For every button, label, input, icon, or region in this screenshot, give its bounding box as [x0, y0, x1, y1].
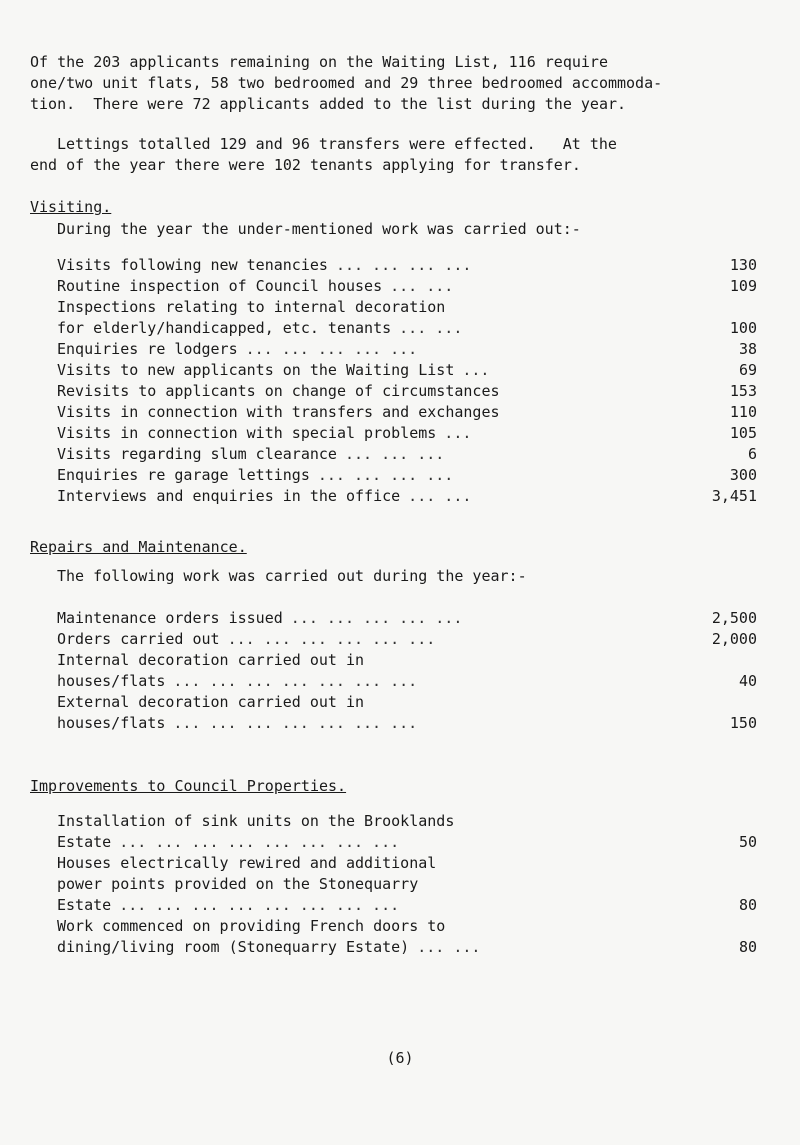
leader-dots: ... ... ... ... ... — [290, 609, 463, 627]
item-label: houses/flats — [57, 672, 166, 690]
leader-dots: ... ... ... ... ... — [245, 340, 418, 358]
item-value: 38 — [738, 340, 757, 358]
item-label: Interviews and enquiries in the office — [57, 487, 401, 505]
item-value: 100 — [729, 319, 757, 337]
leader-dots — [445, 916, 685, 937]
leader-dots — [500, 402, 685, 423]
list-item — [57, 811, 757, 832]
item-value — [685, 650, 757, 671]
visiting-intro: During the year the under-mentioned work was carried out:- — [57, 220, 581, 238]
repairs-heading: Repairs and Maintenance. — [30, 538, 247, 556]
item-label: Enquiries re garage lettings — [57, 466, 310, 484]
item-value: 2,500 — [711, 609, 757, 627]
item-label: Internal decoration carried out in — [57, 651, 365, 669]
item-value: 110 — [729, 403, 757, 421]
item-value — [685, 692, 757, 713]
item-value — [685, 853, 757, 874]
repairs-list — [57, 608, 757, 734]
item-label: Visits in connection with special problems — [57, 424, 437, 442]
list-item — [57, 608, 757, 629]
leader-dots — [500, 381, 685, 402]
item-value: 3,451 — [711, 487, 757, 505]
leader-dots: ... ... ... ... ... ... ... ... — [119, 896, 400, 914]
leader-dots: ... ... ... ... ... ... ... — [173, 714, 418, 732]
intro-line-5: end of the year there were 102 tenants applying for transfer. — [30, 156, 581, 174]
list-item — [57, 629, 757, 650]
item-label: houses/flats — [57, 714, 166, 732]
item-value: 50 — [738, 833, 757, 851]
item-label: Routine inspection of Council houses — [57, 277, 383, 295]
leader-dots: ... ... ... ... — [317, 466, 454, 484]
leader-dots: ... ... ... ... ... ... ... — [173, 672, 418, 690]
item-label: Enquiries re lodgers — [57, 340, 238, 358]
item-value: 109 — [729, 277, 757, 295]
improvements-heading: Improvements to Council Properties. — [30, 777, 347, 795]
item-label: power points provided on the Stonequarry — [57, 875, 419, 893]
item-value: 69 — [738, 361, 757, 379]
leader-dots: ... ... — [408, 487, 472, 505]
item-value: 80 — [738, 938, 757, 956]
item-value: 105 — [729, 424, 757, 442]
item-label: Estate — [57, 896, 112, 914]
list-item — [57, 692, 757, 713]
leader-dots — [445, 297, 685, 318]
item-label: dining/living room (Stonequarry Estate) — [57, 938, 410, 956]
list-item — [57, 423, 757, 444]
item-value: 130 — [729, 256, 757, 274]
list-item — [57, 671, 757, 692]
list-item — [57, 895, 757, 916]
page-number: (6) — [386, 1049, 414, 1067]
leader-dots: ... ... — [399, 319, 463, 337]
leader-dots: ... — [444, 424, 472, 442]
item-label: Visits regarding slum clearance — [57, 445, 337, 463]
list-item — [57, 402, 757, 423]
item-value — [685, 874, 757, 895]
list-item — [57, 339, 757, 360]
leader-dots — [364, 650, 685, 671]
list-item — [57, 318, 757, 339]
leader-dots: ... ... — [417, 938, 481, 956]
leader-dots: ... ... ... — [344, 445, 445, 463]
leader-dots: ... ... — [390, 277, 454, 295]
item-value: 6 — [747, 445, 757, 463]
item-value: 80 — [738, 896, 757, 914]
leader-dots: ... — [462, 361, 490, 379]
visiting-list — [57, 255, 757, 507]
list-item — [57, 650, 757, 671]
intro-line-3: tion. There were 72 applicants added to the list during the year. — [30, 95, 627, 113]
intro-line-2: one/two unit flats, 58 two bedroomed and 29 three bedroomed accommoda- — [30, 74, 663, 92]
intro-line-4: Lettings totalled 129 and 96 transfers were effected. At the — [57, 135, 617, 153]
item-value: 2,000 — [711, 630, 757, 648]
list-item — [57, 486, 757, 507]
leader-dots: ... ... ... ... ... ... — [227, 630, 436, 648]
leader-dots — [364, 692, 685, 713]
item-label: Visits in connection with transfers and exchanges — [57, 403, 500, 421]
list-item — [57, 297, 757, 318]
item-label: Work commenced on providing French doors to — [57, 917, 446, 935]
item-label: Estate — [57, 833, 112, 851]
list-item — [57, 360, 757, 381]
improvements-list — [57, 811, 757, 958]
leader-dots: ... ... ... ... ... ... ... ... — [119, 833, 400, 851]
leader-dots: ... ... ... ... — [335, 256, 472, 274]
leader-dots — [436, 853, 685, 874]
list-item — [57, 832, 757, 853]
item-value: 153 — [729, 382, 757, 400]
leader-dots — [454, 811, 685, 832]
list-item — [57, 853, 757, 874]
item-label: Orders carried out — [57, 630, 220, 648]
leader-dots — [418, 874, 685, 895]
item-value — [685, 811, 757, 832]
item-label: Inspections relating to internal decoration — [57, 298, 446, 316]
list-item — [57, 874, 757, 895]
list-item — [57, 381, 757, 402]
list-item — [57, 916, 757, 937]
item-value — [685, 297, 757, 318]
intro-line-1: Of the 203 applicants remaining on the Waiting List, 116 require — [30, 53, 608, 71]
item-label: External decoration carried out in — [57, 693, 365, 711]
item-label: Maintenance orders issued — [57, 609, 283, 627]
list-item — [57, 713, 757, 734]
item-value — [685, 916, 757, 937]
list-item — [57, 255, 757, 276]
visiting-heading: Visiting. — [30, 198, 112, 216]
item-value: 300 — [729, 466, 757, 484]
item-value: 150 — [729, 714, 757, 732]
list-item — [57, 465, 757, 486]
list-item — [57, 937, 757, 958]
item-label: Visits to new applicants on the Waiting List — [57, 361, 455, 379]
item-label: Installation of sink units on the Brooklands — [57, 812, 455, 830]
item-label: for elderly/handicapped, etc. tenants — [57, 319, 392, 337]
item-label: Visits following new tenancies — [57, 256, 328, 274]
item-label: Houses electrically rewired and additional — [57, 854, 437, 872]
list-item — [57, 444, 757, 465]
item-label: Revisits to applicants on change of circumstances — [57, 382, 500, 400]
repairs-intro: The following work was carried out during the year:- — [57, 567, 527, 585]
list-item — [57, 276, 757, 297]
item-value: 40 — [738, 672, 757, 690]
